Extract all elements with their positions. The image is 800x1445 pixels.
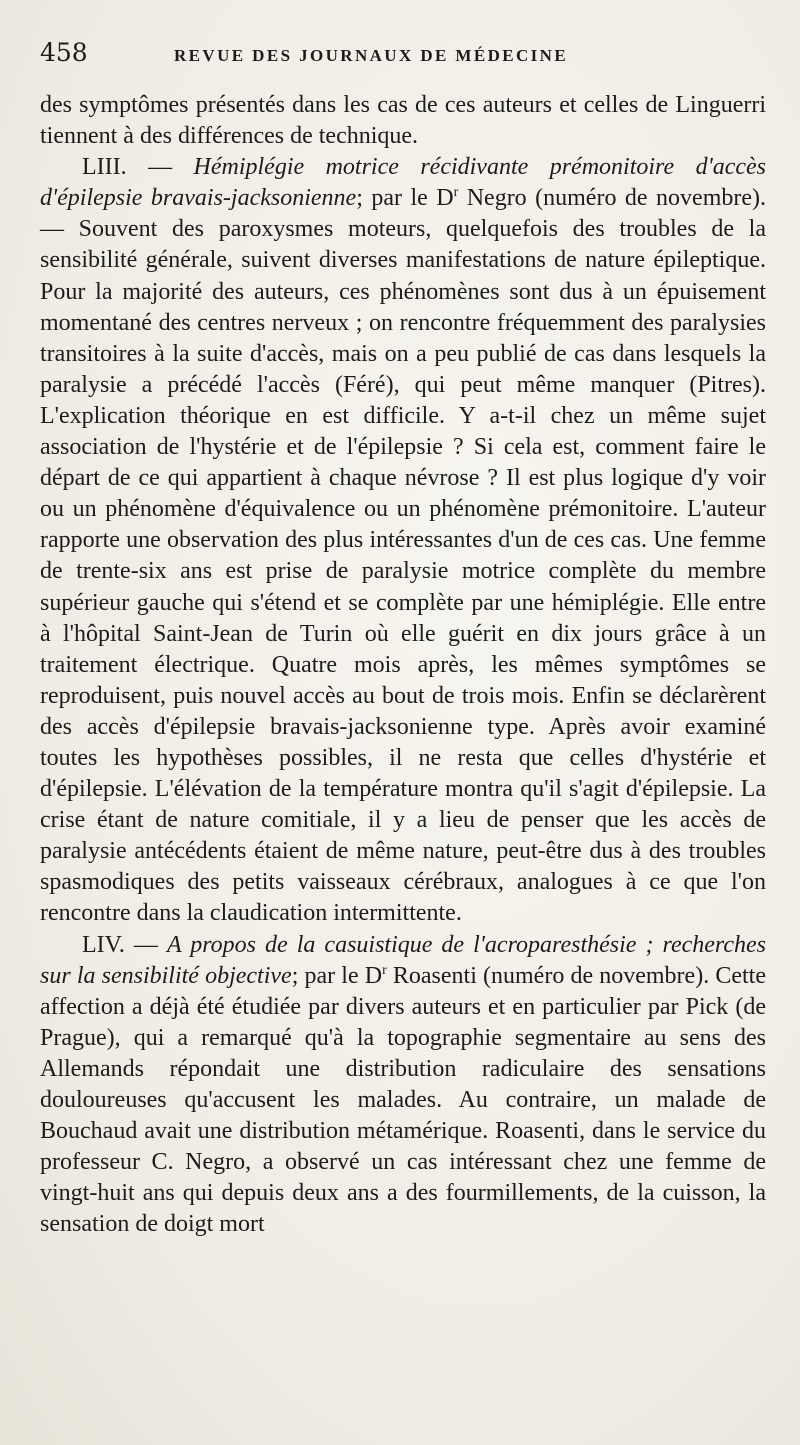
paragraph-liv [40,930,766,1241]
article-title: A propos de la casuistique de l'acroparesthésie ; recherches sur la sensibilité objective [40,931,766,989]
paragraph-continuation [40,90,766,152]
page-number: 458 [40,38,88,67]
section-dash: — [126,154,194,181]
section-number: LIII. [82,154,127,181]
article-title: Hémiplégie motrice récidivante prémonitoire d'accès d'épilepsie bravais-jacksonienne [40,154,767,212]
journal-title: REVUE DES JOURNAUX DE MÉDECINE [174,46,569,65]
section-dash: — [124,931,167,958]
paragraph-text: des symptômes présentés dans les cas de ces auteurs et celles de Linguerri tiennent à des différences de technique. [40,92,766,150]
section-number: LIV. [82,931,125,958]
author-prefix: ; par le D [291,962,383,989]
author-prefix: ; par le D [356,185,454,212]
paragraph-liii [40,152,766,929]
paragraph-text: Negro (numéro de novembre). — Souvent des paroxysmes moteurs, quelquefois des troubles de la sensibilité générale, suivent diverses manifestations de nature épileptique. Pour la majorité des auteurs, ces phénomènes sont dus à un épuisement momentané des centres nerveux ; on rencontre fréquemment des paralysies transitoires à la suite d'accès, mais on a peu publié de cas dans lesquels la paralysie a précédé l'accès (Féré), qui peut même manquer (Pitres). L'explication théorique en est difficile. Y a-t-il chez un même sujet association de l'hystérie et de l'épilepsie ? Si cela est, comment faire le départ de ce qui appartient à chaque névrose ? Il est plus logique d'y voir ou un phénomène d'équivalence ou un phénomène prémonitoire. L'auteur rapporte une observation des plus intéressantes d'un de ces cas. Une femme de trente-six ans est prise de paralysie motrice complète du membre supérieur gauche qui s'étend et se complète par une hémiplégie. Elle entre à l'hôpital Saint-Jean de Turin où elle guérit en dix jours grâce à un traitement électrique. Quatre mois après, les mêmes symptômes se reproduisent, puis nouvel accès au bout de trois mois. Enfin se déclarèrent des accès d'épilepsie bravais-jacksonienne type. Après avoir examiné toutes les hypothèses possibles, il ne resta que celles d'hystérie et d'épilepsie. L'élévation de la température montra qu'il s'agit d'épilepsie. La crise étant de nature comitiale, il y a lieu de penser que les accès de paralysie antécédents étaient de même nature, peut-être dus à des troubles spasmodiques des petits vaisseaux cérébraux, analogues à ce que l'on rencontre dans la claudication intermittente. [40,185,766,927]
body-text [40,90,766,1240]
author-superscript: r [382,962,387,978]
paragraph-text: Roasenti (numéro de novembre). Cette affection a déjà été étudiée par divers auteurs et en particulier par Pick (de Prague), qui a remarqué qu'à la topographie segmentaire au sens des Allemands répondait une distribution radiculaire des sensations douloureuses qu'accusent les malades. Au contraire, un malade de Bouchaud avait une distribution métamérique. Roasenti, dans le service du professeur C. Negro, a observé un cas intéressant chez une femme de vingt-huit ans qui depuis deux ans a des fourmillements, de la cuisson, la sensation de doigt mort [40,962,766,1238]
running-head [40,38,766,78]
author-superscript: r [453,185,459,201]
